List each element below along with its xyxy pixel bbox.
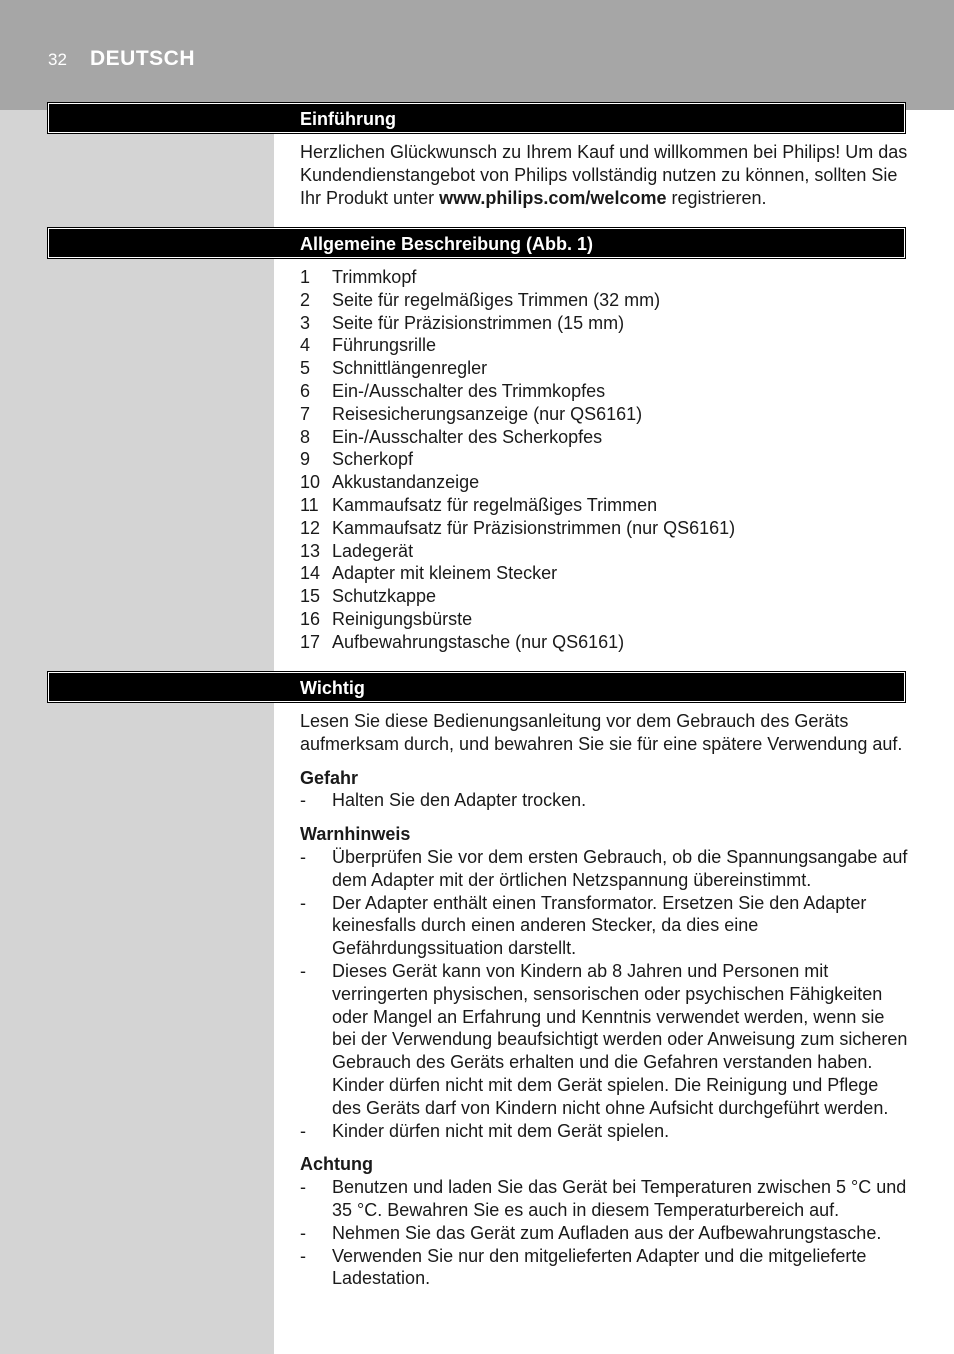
intro-text-before: Herzlichen Glückwunsch zu Ihrem Kauf und willkommen bei Philips! Um das Kundendienstangebot von Philips vollständig nutzen zu können, sollten Sie Ihr Produkt unter (300, 142, 908, 208)
parts-item-number: 12 (300, 517, 321, 538)
dash-marker: - (300, 960, 306, 981)
danger-heading: Gefahr (300, 767, 359, 788)
left-margin-column (0, 110, 274, 1354)
dash-marker: - (300, 790, 306, 811)
parts-item-label: Schnittlängenregler (332, 358, 488, 379)
bullet-text: Der Adapter enthält einen Transformator. Ersetzen Sie den Adapter keinesfalls durch einen anderen Stecker, da dies eine Gefährdungssituation darstellt. (332, 892, 867, 959)
parts-item-label: Trimmkopf (332, 267, 417, 287)
parts-item-number: 6 (300, 380, 311, 401)
bullet-text: Benutzen und laden Sie das Gerät bei Temperaturen zwischen 5 °C und 35 °C. Bewahren Sie es auch in diesem Temperaturbereich auf. (332, 1177, 907, 1220)
dash-marker: - (300, 892, 306, 913)
parts-item-label: Seite für regelmäßiges Trimmen (32 mm) (332, 289, 661, 310)
parts-list (300, 266, 910, 654)
caution-heading: Achtung (300, 1154, 373, 1175)
parts-item-number: 15 (300, 586, 321, 607)
parts-item-number: 5 (300, 358, 311, 379)
parts-list-item (300, 289, 910, 312)
parts-item-number: 17 (300, 631, 321, 652)
parts-item-number: 9 (300, 449, 311, 470)
bullet-item (300, 1120, 910, 1143)
parts-list-item (300, 448, 910, 471)
parts-item-label: Ladegerät (332, 540, 414, 561)
section-title-important: Wichtig (300, 678, 365, 698)
intro-text-after: registrieren. (666, 187, 767, 208)
parts-item-number: 7 (300, 403, 311, 424)
section-bar-important (48, 672, 905, 702)
bullet-text: Nehmen Sie das Gerät zum Aufladen aus der Aufbewahrungstasche. (332, 1222, 882, 1243)
parts-list-item (300, 426, 910, 449)
parts-item-label: Adapter mit kleinem Stecker (332, 563, 558, 584)
bullet-item (300, 1222, 910, 1245)
bullet-item (300, 1245, 910, 1291)
parts-item-label: Scherkopf (332, 449, 414, 470)
dash-marker: - (300, 846, 306, 867)
parts-item-label: Ein-/Ausschalter des Trimmkopfes (332, 380, 606, 401)
bullet-text: Überprüfen Sie vor dem ersten Gebrauch, ob die Spannungsangabe auf dem Adapter mit der örtlichen Netzspannung übereinstimmt. (332, 846, 908, 890)
bullet-text: Dieses Gerät kann von Kindern ab 8 Jahren und Personen mit verringerten physischen, sensorischen oder psychischen Fähigkeiten oder Mangel an Erfahrung und Kenntnis verwendet werden, wenn sie bei der Verwendung beaufsichtigt werden oder Anweisung zum sicheren Gebrauch des Geräts erhalten und die Gefahren verstanden haben. Kinder dürfen nicht mit dem Gerät spielen. Die Reinigung und Pflege des Geräts darf von Kindern nicht ohne Aufsicht durchgeführt werden. (332, 960, 908, 1118)
warning-list (300, 846, 910, 1142)
parts-list-item (300, 471, 910, 494)
bullet-item (300, 960, 910, 1120)
danger-list (300, 789, 910, 812)
parts-item-label: Aufbewahrungstasche (nur QS6161) (332, 631, 625, 652)
parts-list-item (300, 334, 910, 357)
philips-welcome-link[interactable]: www.philips.com/welcome (439, 187, 667, 208)
parts-list-item (300, 608, 910, 631)
parts-list-item (300, 380, 910, 403)
important-intro: Lesen Sie diese Bedienungsanleitung vor dem Gebrauch des Geräts aufmerksam durch, und bewahren Sie sie für eine spätere Verwendung auf. (300, 711, 903, 754)
intro-paragraph (300, 141, 910, 209)
parts-item-label: Führungsrille (332, 335, 437, 356)
dash-marker: - (300, 1120, 306, 1141)
parts-item-label: Akkustandanzeige (332, 472, 480, 493)
bullet-text: Halten Sie den Adapter trocken. (332, 790, 587, 811)
warning-heading: Warnhinweis (300, 824, 411, 845)
bullet-item (300, 789, 910, 812)
parts-item-number: 10 (300, 472, 321, 493)
important-content (300, 710, 910, 1290)
parts-item-label: Seite für Präzisionstrimmen (15 mm) (332, 312, 625, 333)
parts-list-container (300, 266, 910, 654)
parts-item-number: 16 (300, 608, 321, 629)
parts-item-label: Ein-/Ausschalter des Scherkopfes (332, 426, 603, 447)
parts-item-number: 2 (300, 289, 311, 310)
parts-item-number: 11 (300, 494, 319, 515)
page-number: 32 (48, 50, 67, 69)
parts-item-number: 3 (300, 312, 311, 333)
section-bar-intro (48, 103, 905, 133)
parts-list-item (300, 540, 910, 563)
parts-item-label: Kammaufsatz für Präzisionstrimmen (nur QS6161) (332, 517, 736, 538)
bullet-item (300, 892, 910, 960)
parts-list-item (300, 357, 910, 380)
caution-list (300, 1176, 910, 1290)
parts-item-number: 14 (300, 563, 321, 584)
parts-item-label: Kammaufsatz für regelmäßiges Trimmen (332, 494, 658, 515)
parts-item-number: 1 (300, 267, 311, 287)
parts-list-item (300, 631, 910, 654)
language-heading: DEUTSCH (90, 47, 196, 70)
bullet-item (300, 846, 910, 892)
parts-list-item (300, 494, 910, 517)
section-bar-general (48, 228, 905, 258)
parts-item-number: 8 (300, 426, 311, 447)
parts-list-item (300, 562, 910, 585)
parts-item-number: 4 (300, 335, 311, 356)
parts-list-item (300, 312, 910, 335)
dash-marker: - (300, 1222, 306, 1243)
bullet-text: Verwenden Sie nur den mitgelieferten Adapter und die mitgelieferte Ladestation. (332, 1245, 867, 1289)
bullet-text: Kinder dürfen nicht mit dem Gerät spielen. (332, 1120, 670, 1141)
dash-marker: - (300, 1245, 306, 1266)
parts-list-item (300, 403, 910, 426)
section-title-general: Allgemeine Beschreibung (Abb. 1) (300, 234, 594, 254)
parts-list-item (300, 517, 910, 540)
parts-item-label: Reinigungsbürste (332, 608, 473, 629)
bullet-item (300, 1176, 910, 1222)
parts-item-label: Reisesicherungsanzeige (nur QS6161) (332, 403, 643, 424)
dash-marker: - (300, 1177, 306, 1198)
section-title-intro: Einführung (300, 109, 396, 129)
parts-item-number: 13 (300, 540, 321, 561)
parts-list-item (300, 585, 910, 608)
parts-list-item (300, 266, 910, 289)
parts-item-label: Schutzkappe (332, 586, 437, 607)
